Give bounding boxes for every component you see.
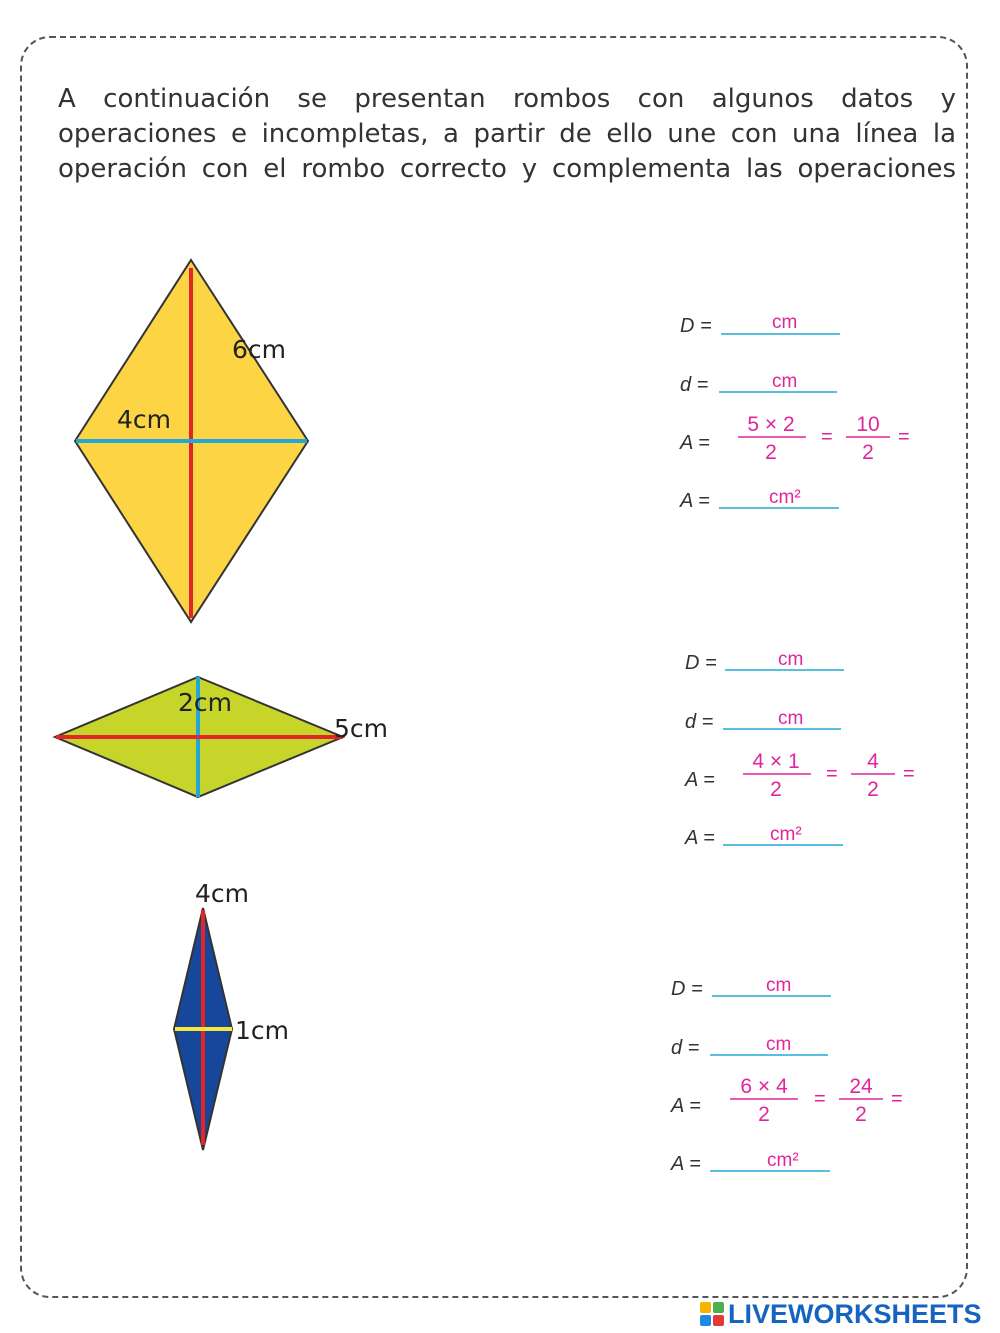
op3-denominator: 2 [758, 1103, 770, 1126]
rhombus-blue-label-1cm: 1cm [235, 1016, 290, 1045]
rhombus-yellow-label-4cm: 4cm [117, 405, 172, 434]
op3-numerator: 6 × 4 [740, 1075, 788, 1098]
op3-numerator-2: 24 [849, 1075, 873, 1098]
op1-D-unit: cm [772, 312, 798, 333]
rhombus-yellow-label-6cm: 6cm [232, 335, 287, 364]
op2-equals-end: = [903, 763, 915, 785]
op3-equals: = [814, 1088, 826, 1110]
operation-block-2[interactable] [684, 649, 915, 849]
liveworksheets-logo-icon [700, 1302, 724, 1326]
op1-d-label: d = [680, 374, 709, 396]
op2-A-result-label: A = [685, 827, 715, 849]
op1-denominator-2: 2 [862, 441, 874, 464]
op3-D-label: D = [671, 978, 703, 1000]
operation-block-3[interactable] [670, 975, 903, 1175]
op2-numerator-2: 4 [867, 750, 879, 773]
liveworksheets-logo-text: LIVEWORKSHEETS [728, 1298, 982, 1329]
op1-A-label: A = [680, 432, 710, 454]
op1-numerator: 5 × 2 [747, 413, 795, 436]
op2-equals: = [826, 763, 838, 785]
rhombus-blue[interactable] [174, 879, 289, 1150]
op2-D-unit: cm [778, 649, 804, 670]
op1-d-unit: cm [772, 371, 798, 392]
op3-equals-end: = [891, 1088, 903, 1110]
rhombus-yellow[interactable] [75, 260, 308, 622]
op1-equals: = [821, 426, 833, 448]
op1-denominator: 2 [765, 441, 777, 464]
operation-block-1[interactable] [679, 312, 910, 512]
op2-denominator-2: 2 [867, 778, 879, 801]
op2-d-unit: cm [778, 708, 804, 729]
op3-d-label: d = [671, 1037, 700, 1059]
op3-denominator-2: 2 [855, 1103, 867, 1126]
rhombus-green-label-5cm: 5cm [334, 714, 389, 743]
op2-numerator: 4 × 1 [752, 750, 800, 773]
rhombus-blue-label-4cm: 4cm [195, 879, 250, 908]
rhombus-green[interactable] [55, 677, 388, 797]
op3-D-unit: cm [766, 975, 792, 996]
rhombus-green-label-2cm: 2cm [178, 688, 233, 717]
op1-equals-end: = [898, 426, 910, 448]
op3-A-unit: cm² [767, 1150, 799, 1171]
op2-A-label: A = [685, 769, 715, 791]
instructions-text: A continuación se presentan rombos con algunos datos y operaciones e incompletas, a partir de ello une con una línea la operación con el rombo correcto y complementa las operaciones [58, 84, 956, 184]
op2-D-label: D = [685, 652, 717, 674]
op1-A-result-label: A = [680, 490, 710, 512]
liveworksheets-logo [700, 1300, 982, 1328]
op2-denominator: 2 [770, 778, 782, 801]
op3-d-unit: cm [766, 1034, 792, 1055]
op3-A-label: A = [671, 1095, 701, 1117]
op1-numerator-2: 10 [856, 413, 880, 436]
op3-A-result-label: A = [671, 1153, 701, 1175]
op2-A-unit: cm² [770, 824, 802, 845]
op2-d-label: d = [685, 711, 714, 733]
op1-A-unit: cm² [769, 487, 801, 508]
op1-D-label: D = [680, 315, 712, 337]
